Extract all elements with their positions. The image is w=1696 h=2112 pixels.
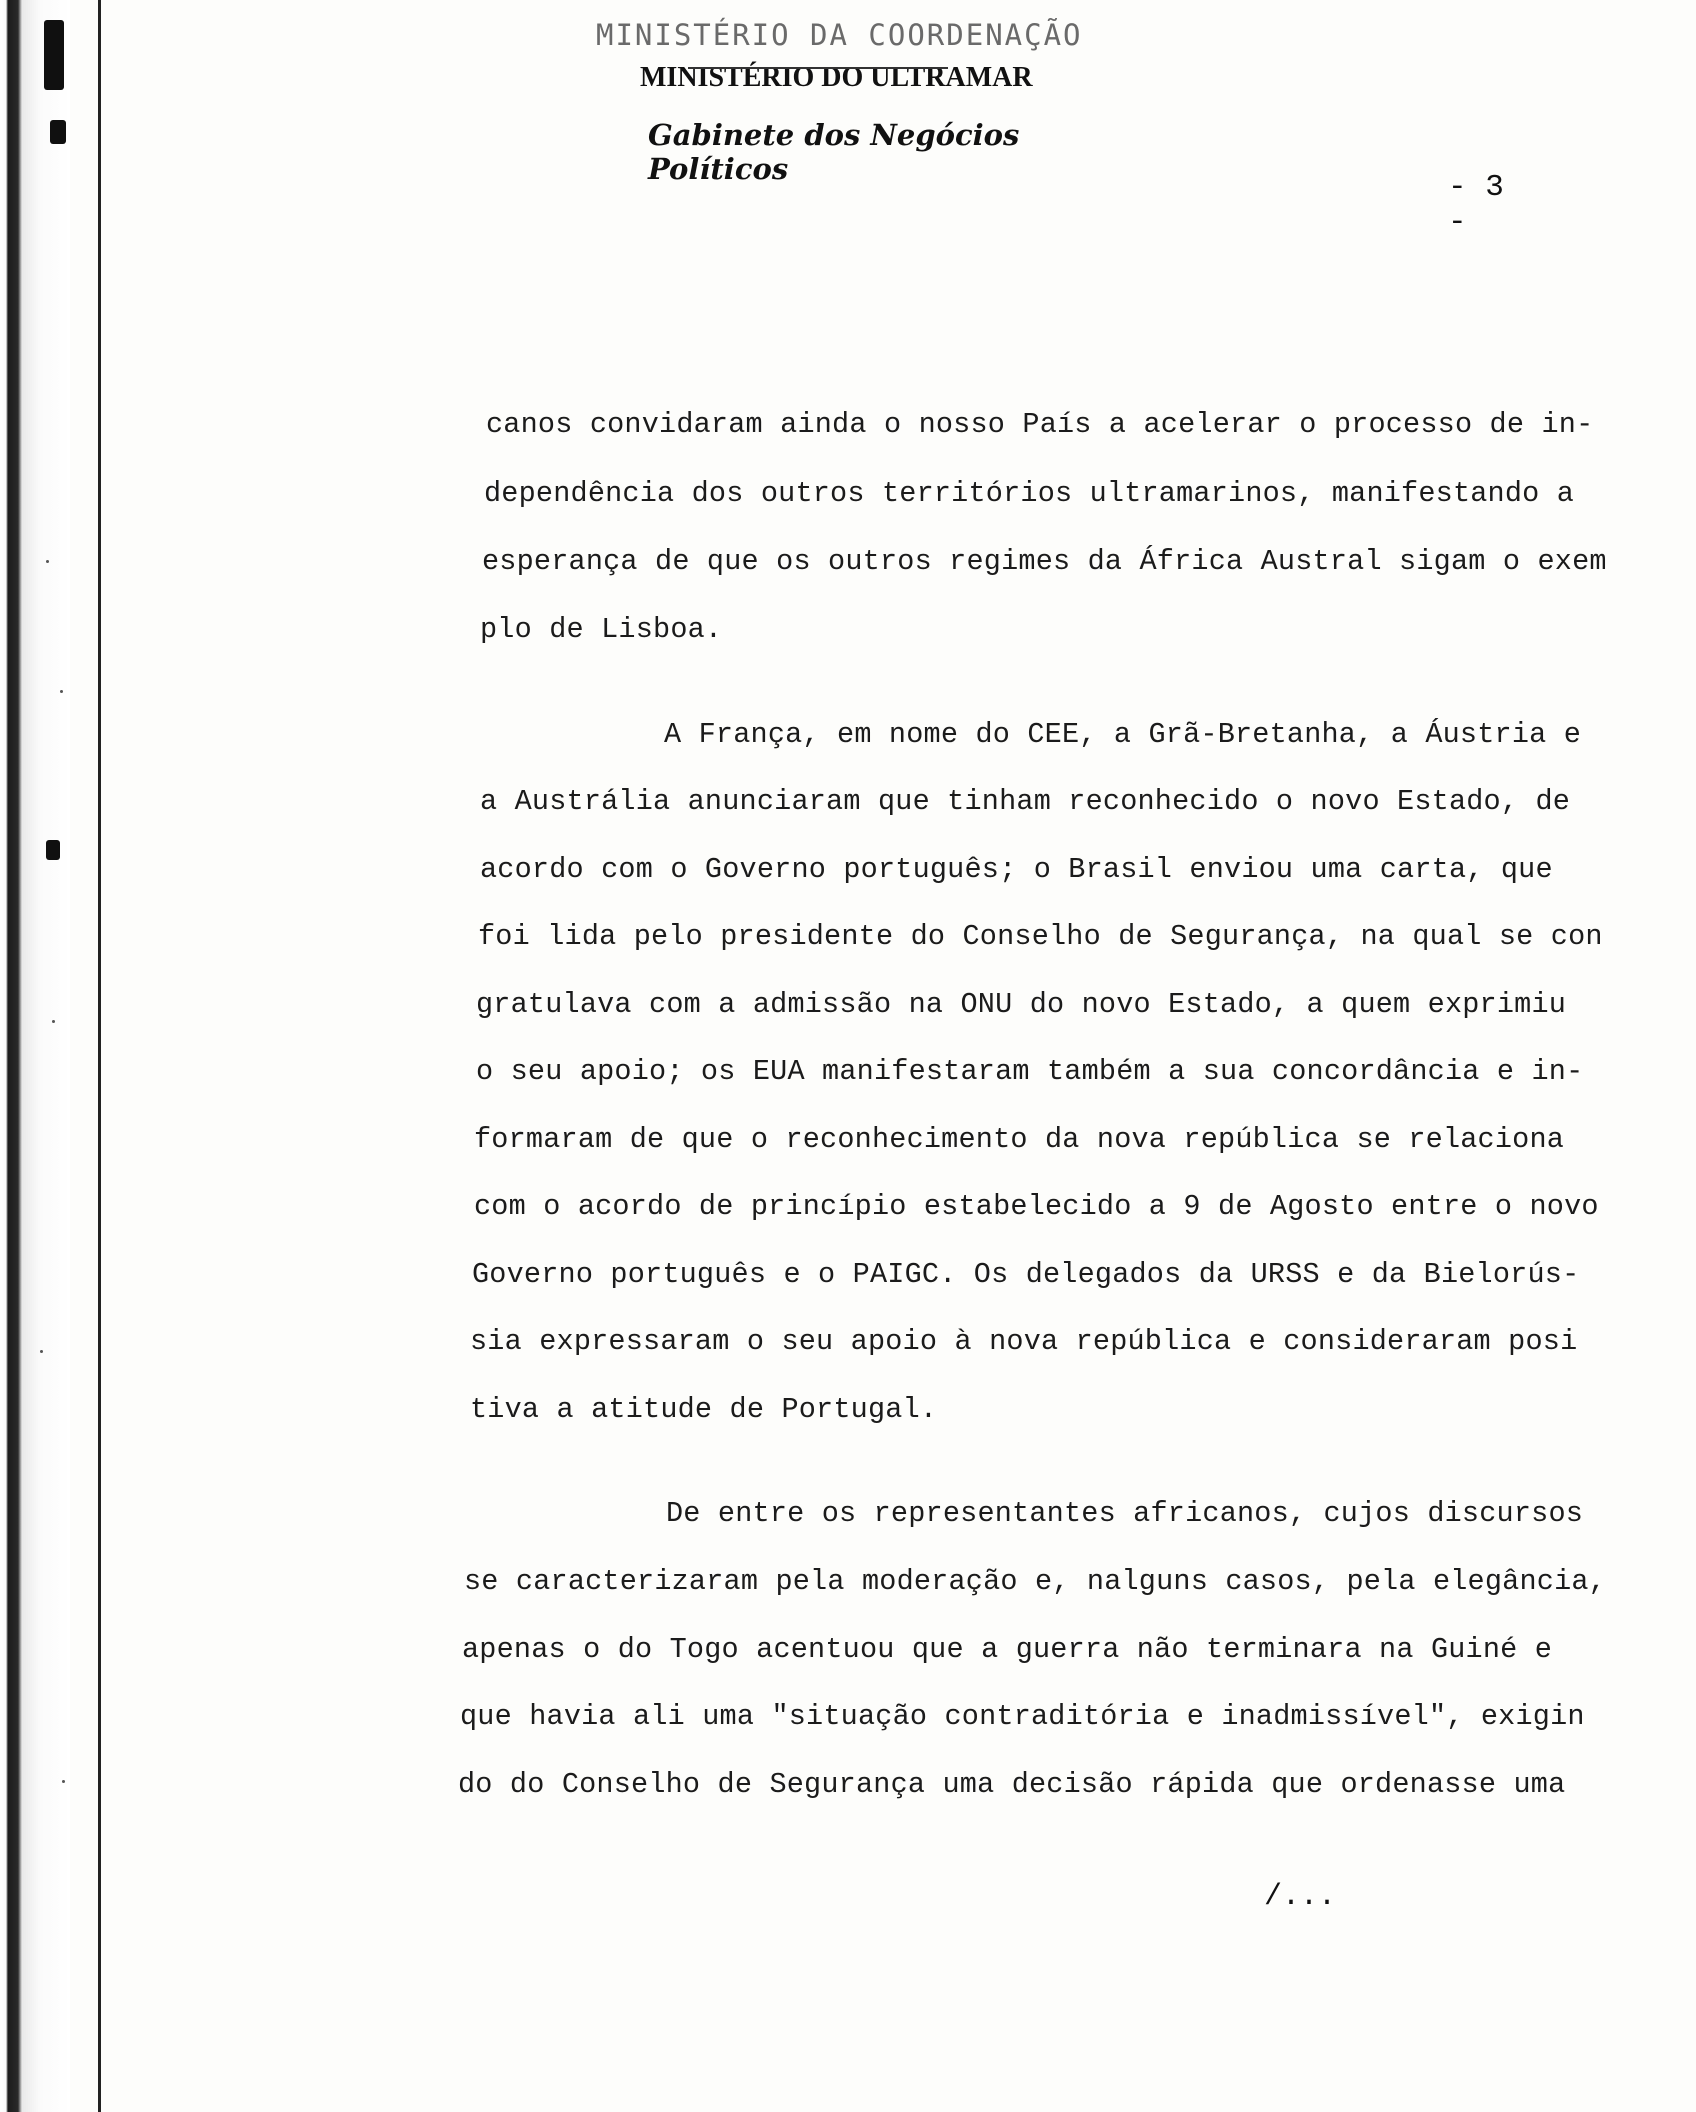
- scan-speckle: [62, 1780, 65, 1783]
- text-line: foi lida pelo presidente do Conselho de Segurança, na qual se con: [478, 920, 1603, 953]
- page-number: - 3 -: [1448, 170, 1504, 240]
- text-line: tiva a atitude de Portugal.: [470, 1393, 938, 1426]
- text-line: A França, em nome do CEE, a Grã-Bretanha, a Áustria e: [664, 718, 1582, 751]
- text-line: a Austrália anunciaram que tinham reconhecido o novo Estado, de: [480, 785, 1571, 818]
- binding-blot: [46, 840, 60, 860]
- continuation-mark: /...: [1264, 1880, 1337, 1914]
- text-line: plo de Lisboa.: [480, 613, 723, 646]
- letterhead-cabinet: Gabinete dos Negócios Políticos: [648, 118, 1020, 186]
- binding-edge: [0, 0, 70, 2112]
- text-line: dependência dos outros territórios ultramarinos, manifestando a: [484, 477, 1575, 510]
- scan-speckle: [40, 1350, 43, 1353]
- letterhead-ministry-overseas-text: MINISTÉRIO DO ULTRAMAR: [640, 62, 1033, 93]
- text-line: do do Conselho de Segurança uma decisão rápida que ordenasse uma: [458, 1768, 1566, 1801]
- text-line: canos convidaram ainda o nosso País a acelerar o processo de in-: [486, 408, 1594, 441]
- text-line: apenas o do Togo acentuou que a guerra não terminara na Guiné e: [462, 1633, 1553, 1666]
- text-line: que havia ali uma "situação contraditória e inadmissível", exigin: [460, 1700, 1585, 1733]
- text-line: De entre os representantes africanos, cujos discursos: [666, 1497, 1584, 1530]
- left-margin-rule: [98, 0, 101, 2112]
- scan-speckle: [60, 690, 63, 693]
- binding-blot: [50, 120, 66, 144]
- scan-speckle: [46, 560, 49, 563]
- letterhead-ministry-coordination: MINISTÉRIO DA COORDENAÇÃO: [596, 18, 1083, 52]
- text-line: Governo português e o PAIGC. Os delegados da URSS e da Bielorús-: [472, 1258, 1580, 1291]
- text-line: gratulava com a admissão na ONU do novo Estado, a quem exprimiu: [476, 988, 1567, 1021]
- binding-blot: [44, 20, 64, 90]
- text-line: com o acordo de princípio estabelecido a 9 de Agosto entre o novo: [474, 1190, 1599, 1223]
- text-line: acordo com o Governo português; o Brasil enviou uma carta, que: [480, 853, 1553, 886]
- scan-speckle: [52, 1020, 55, 1023]
- text-line: o seu apoio; os EUA manifestaram também a sua concordância e in-: [476, 1055, 1584, 1088]
- text-line: formaram de que o reconhecimento da nova república se relaciona: [474, 1123, 1565, 1156]
- letterhead-ministry-overseas: [640, 62, 1100, 94]
- text-line: esperança de que os outros regimes da África Austral sigam o exem: [482, 545, 1607, 578]
- text-line: se caracterizaram pela moderação e, nalguns casos, pela elegância,: [464, 1565, 1606, 1598]
- text-line: sia expressaram o seu apoio à nova república e consideraram posi: [470, 1325, 1578, 1358]
- typed-strikethrough: [688, 67, 948, 69]
